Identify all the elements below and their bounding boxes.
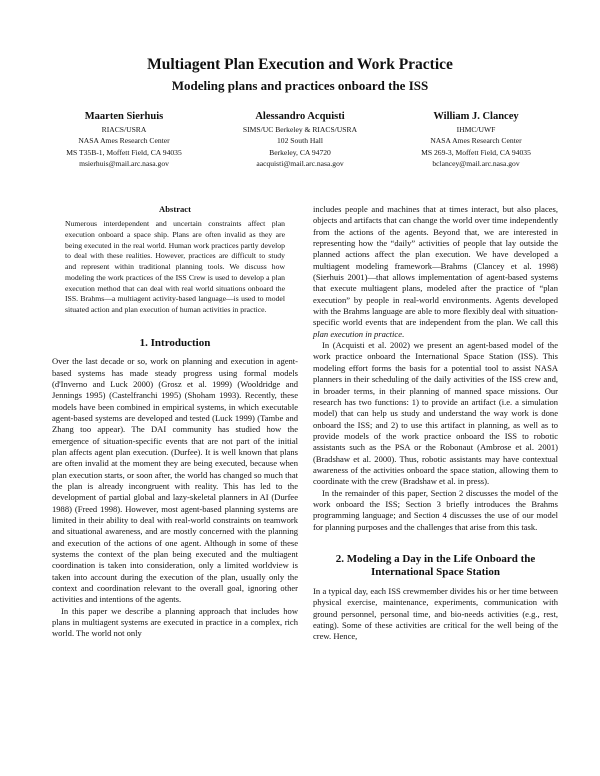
- body-paragraph: In the remainder of this paper, Section 2 discusses the model of the work onboard the ISS; Section 3 briefly introduces the Brahms programming language; and Section 4 discusses the use of our model for planning purposes and the challenges that arise from this task.: [313, 487, 558, 532]
- author-email: aacquisti@mail.arc.nasa.gov: [256, 158, 344, 168]
- author-email: msierhuis@mail.arc.nasa.gov: [79, 158, 169, 168]
- author-address: Berkeley, CA 94720: [269, 147, 331, 157]
- intro-paragraph: Over the last decade or so, work on planning and execution in agent-based systems has made steady progress using formal models (d'Inverno and Luck 2000) (Grosz et al. 1999) (Wooldridge and Jennings 1995) (Castelfranchi 1995) (Shoham 1993). Recently, these models have been combined in empirical systems, in which executable agent-based systems are developed and tested (Luck 1999) (Tambe and Zhang too appear). The DAI community has studied how the emergence of situation-specific events that are not part of the initial plan affects agent plan execution. (Durfee). It is well known that plans are often invalid at the moment they are being executed, because when plan execution starts, or soon after, the world has changed so much that the plan is already incongruent with reality. This has led to the development of partial global and lazy-skeletal planners in AI (Durfee 1988) (Freed 1998). However, most agent-based planning systems are limited in their ability to deal with real-world constraints on teamwork and situational awareness, and are mostly concerned with the planning and execution of the actions of one agent. Although in some of these systems the context of the plan being executed and the multiagent coordination is taken into consideration, only a limited worldview is taken into account during the execution of the plan, usually only the context and coordination relevant to the overall goal, ignoring other activities and intentions of the agents.: [52, 356, 298, 605]
- section-heading-introduction: 1. Introduction: [139, 336, 211, 349]
- author-affiliation: RIACS/USRA: [101, 125, 147, 134]
- body-text: .: [402, 328, 405, 339]
- body-text-italic: plan execution in practice: [313, 328, 402, 339]
- author-email: bclancey@mail.arc.nasa.gov: [432, 158, 520, 168]
- right-column: [313, 204, 558, 643]
- author-block-1: [36, 110, 212, 169]
- author-institution: NASA Ames Research Center: [78, 136, 170, 146]
- author-address: MS T35B-1, Moffett Field, CA 94035: [66, 147, 182, 157]
- author-name: Maarten Sierhuis: [84, 111, 164, 122]
- author-name: Alessandro Acquisti: [255, 111, 345, 122]
- paper-subtitle: Modeling plans and practices onboard the ISS: [171, 78, 429, 93]
- body-paragraph: [313, 204, 558, 340]
- author-block-3: [388, 110, 564, 169]
- author-institution: NASA Ames Research Center: [430, 136, 522, 146]
- author-affiliation: SIMS/UC Berkeley & RIACS/USRA: [242, 125, 358, 134]
- paper-title: Multiagent Plan Execution and Work Practice: [147, 56, 453, 73]
- author-institution: 102 South Hall: [277, 136, 323, 146]
- left-column: [52, 204, 298, 640]
- author-affiliation: IHMC/UWF: [456, 125, 496, 134]
- author-address: MS 269-3, Moffett Field, CA 94035: [421, 147, 531, 157]
- section2-paragraph: In a typical day, each ISS crewmember divides his or her time between physical exercise, maintenance, experiments, communication with ground personnel, personal time, and bio-needs activities (e.g., rest, eating). Some of these activities are critical for the well being of the crew. Hence,: [313, 585, 558, 642]
- abstract-heading: Abstract: [159, 204, 191, 214]
- abstract: [52, 204, 298, 316]
- author-block-2: [212, 110, 388, 169]
- body-text: includes people and machines that at times interact, but also places, objects and artifacts that can change the world over time independently from the actions of the agents. Beyond that, we are interested in representing how the “daily” activities of people that lay outside the planned actions affect the plan execution. We have developed a multiagent modeling framework—Brahms (Clancey et al. 1998) (Sierhuis 2001)—that allows implementation of agent-based systems that execute multiagent plans, modeled after the practice of “plan execution” by people in real-world environments. Agents developed with the Brahms language are able to more flexibly deal with situation-specific world events that are independent from the plan. We call this: [313, 204, 558, 328]
- author-name: William J. Clancey: [433, 111, 519, 122]
- abstract-text: Numerous interdependent and uncertain constraints affect plan execution onboard a space ship. Plans are often invalid as they are being executed in the real world. Human work practices partly develop to deal with these realities. However, practices are difficult to study and represent within traditional planning tools. We discuss how modeling the work practices of the ISS Crew is used to develop a plan execution method that can deal with real world situations onboard the ISS. Brahms—a multiagent activity-based language—is used to model situated action and plan execution of human activities in practice.: [65, 219, 285, 314]
- intro-paragraph: In this paper we describe a planning approach that includes how plans in multiagent systems are executed in practice in a complex, rich world. The world not only: [52, 605, 298, 639]
- section-heading-modeling: 2. Modeling a Day in the Life Onboard the International Space Station: [335, 552, 536, 579]
- body-paragraph: In (Acquisti et al. 2002) we present an agent-based model of the work practice onboard the International Space Station (ISS). This modeling effort forms the basis for a potential tool to assist NASA planners in their scheduling of the daily activities of the ISS crew and, in broader terms, in their planning of manned space missions. Our research has two functions: 1) to provide an artifact (i.e. a simulation model) that can help us study and understand the way work is done onboard the ISS; and 2) to use this artifact in planning, as well as to provide models of the work practice onboard the ISS to robotic assistants such as the PSA or the Robonaut (Ambrose et al. 2001) (Bradshaw et al. 2000). Thus, robotic assistants may have contextual awareness of the activities onboard the space station, allowing them to coordinate with the crew (Bradshaw et al. in press).: [313, 340, 558, 487]
